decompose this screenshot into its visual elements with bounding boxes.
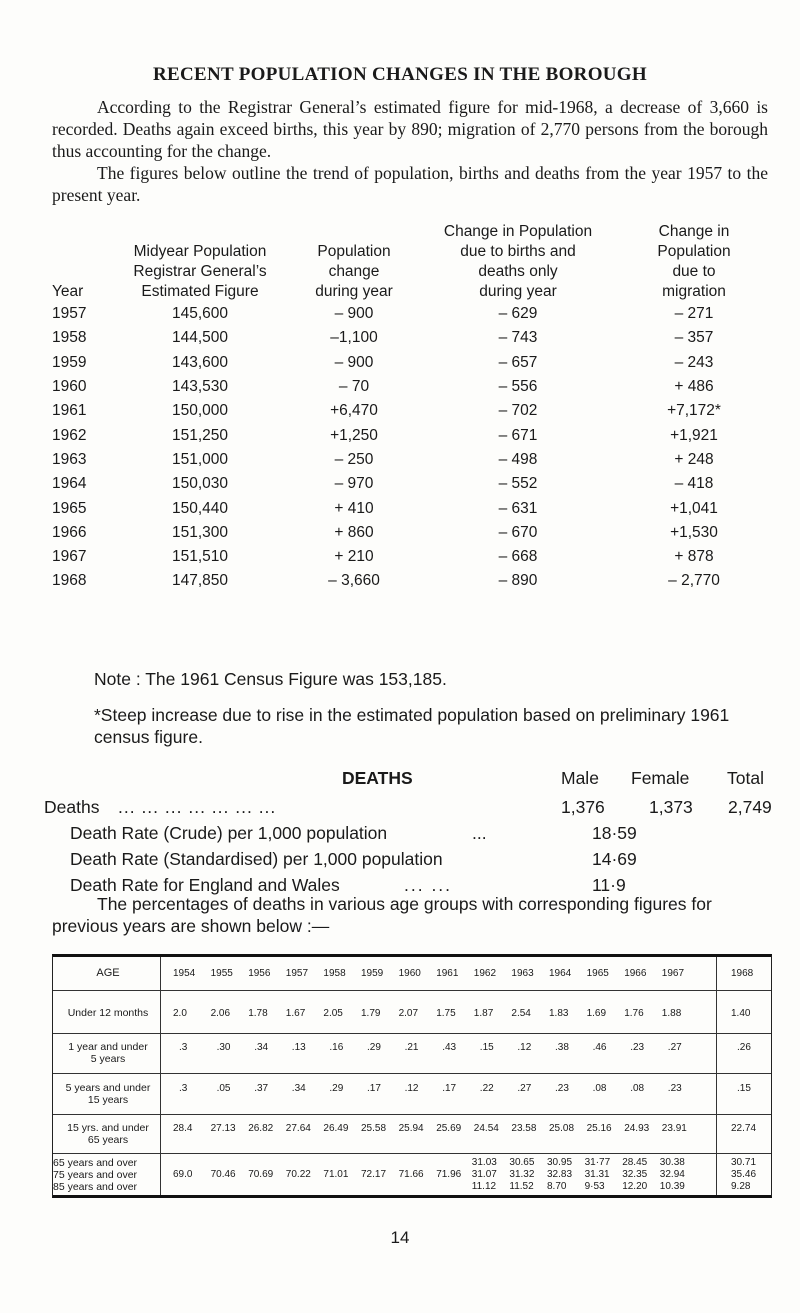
year-header: 1955 [210,968,233,979]
age-value: 71.96 [436,1169,462,1180]
age-value: 25.08 [549,1123,575,1134]
age-value: 25.58 [361,1123,387,1134]
cell-migration: +1,530 [670,523,718,541]
cell-change: +1,250 [330,426,378,444]
age-value: 10.39 [659,1181,685,1192]
page-number: 14 [390,1228,410,1247]
age-value: 30.95 [547,1157,573,1168]
age-value: 31·77 [584,1157,611,1168]
cell-change: + 410 [334,499,374,517]
age-value: 28.4 [173,1123,193,1134]
age-value: .15 [479,1042,494,1053]
cell-migration: +7,172* [667,402,721,420]
age-value: .21 [404,1042,419,1053]
crude-rate-value: 18·59 [592,823,637,843]
age-row-label: 65 years [87,1134,129,1146]
header-births-deaths: Change in Population due to births and deaths only during year [443,223,593,300]
age-value: 32.35 [622,1169,648,1180]
england-wales-rate-label: Death Rate for England and Wales [70,875,340,895]
cell-year: 1960 [52,378,87,396]
cell-year: 1962 [52,426,87,444]
cell-change: – 970 [334,475,374,493]
year-header: 1956 [248,968,271,979]
trend-paragraph [52,162,768,206]
year-header: 1959 [361,968,384,979]
age-value-1968: 1.40 [731,1008,751,1019]
header-year: Year [52,283,84,300]
age-intro-text: The percentages of deaths in various age groups with corresponding figures for previous years are shown below :— [52,894,712,936]
cell-migration: – 357 [674,329,714,347]
age-value: 70.69 [248,1169,274,1180]
cell-year: 1967 [52,548,87,566]
year-header: 1960 [398,968,421,979]
col-total: Total [727,768,764,788]
age-value: 26.49 [323,1123,349,1134]
year-header: 1967 [661,968,685,979]
population-table [52,222,772,594]
cell-change: + 210 [334,548,374,566]
row-divider [53,1073,771,1074]
age-value: .29 [329,1083,344,1094]
age-value: 23.58 [511,1123,537,1134]
year-header: 1962 [473,968,497,979]
year-header: 1963 [511,968,534,979]
cell-midyear: 150,000 [171,402,229,420]
year-header-1968: 1968 [731,968,754,979]
age-row-label: 1 year and under [68,1041,148,1053]
age-percentage-table [52,954,772,1198]
cell-change: –1,100 [330,329,378,347]
age-value: 24.93 [624,1123,650,1134]
age-row-label: 15 yrs. and under [67,1122,149,1134]
cell-migration: + 486 [674,378,714,396]
steep-increase-note: *Steep increase due to rise in the estimated population based on preliminary 1961 census figure. [94,705,730,747]
age-value: 1.87 [473,1008,494,1019]
age-value: 2.07 [398,1008,419,1019]
row-divider [53,1114,771,1115]
cell-year: 1964 [52,475,87,493]
table-row [52,569,772,593]
year-header: 1957 [285,968,309,979]
age-row-label: 5 years and under [65,1082,151,1094]
row-divider [53,990,771,991]
census-note: Note : The 1961 Census Figure was 153,185. [94,669,447,689]
cell-migration: + 878 [674,548,714,566]
age-row-label: 15 years [87,1094,129,1106]
table-row [52,399,772,423]
age-value: 28.45 [622,1157,648,1168]
cell-midyear: 145,600 [171,305,229,323]
cell-year: 1957 [52,305,87,323]
age-value: .27 [667,1042,682,1053]
age-value: 25.94 [398,1123,424,1134]
age-intro-paragraph [52,893,768,937]
table-row [52,326,772,350]
cell-year: 1958 [52,329,87,347]
cell-migration: + 248 [674,450,714,468]
age-value: .29 [367,1042,381,1053]
age-value-1968: .26 [737,1042,751,1053]
age-value: .3 [179,1083,188,1094]
table-row [52,302,772,326]
age-header: AGE [96,967,120,979]
age-value: 26.82 [248,1123,274,1134]
cell-change: – 250 [334,450,374,468]
table-row [52,472,772,496]
cell-midyear: 151,510 [171,548,229,566]
cell-births-deaths: – 657 [498,353,538,371]
cell-births-deaths: – 552 [498,475,538,493]
age-value: .17 [442,1083,457,1094]
cell-year: 1965 [52,499,87,517]
cell-births-deaths: – 629 [498,305,538,323]
age-value: 2.0 [173,1008,187,1019]
age-value: 31.07 [471,1169,497,1180]
cell-midyear: 151,250 [171,426,229,444]
cell-midyear: 150,030 [171,475,229,493]
cell-births-deaths: – 631 [498,499,538,517]
cell-midyear: 151,000 [171,450,229,468]
age-value: 70.22 [285,1169,311,1180]
cell-midyear: 143,530 [171,378,229,396]
deaths-female: 1,373 [649,797,693,817]
age-value: 69.0 [173,1169,193,1180]
age-value-1968: .15 [737,1083,751,1094]
age-value: .12 [404,1083,419,1094]
intro-text: According to the Registrar General’s estimated figure for mid-1968, a decrease of 3,660 is recorded. Deaths again exceed births, this year by 890; migration of 2,770 persons from the borough thus accounting for the change. [52,97,768,161]
age-value: 31.03 [471,1157,497,1168]
age-value: .34 [291,1083,306,1094]
cell-change: – 900 [334,305,374,323]
cell-births-deaths: – 668 [498,548,538,566]
trend-text: The figures below outline the trend of population, births and deaths from the year 1957 to the present year. [52,163,768,205]
table-row [52,423,772,447]
age-value: .08 [592,1083,607,1094]
deaths-heading: DEATHS [342,768,413,788]
age-value: .27 [517,1083,532,1094]
age-value: .37 [254,1083,269,1094]
age-value: 25.69 [436,1123,462,1134]
cell-change: + 860 [334,523,374,541]
age-value-1968: 9.28 [731,1181,751,1192]
age-value: 11.52 [509,1181,534,1192]
deaths-leader: ... ... ... ... ... ... ... [118,797,277,817]
cell-change: – 3,660 [328,572,380,590]
age-value: .38 [555,1042,569,1053]
age-value: .13 [291,1042,306,1053]
row-divider [53,1033,771,1034]
age-value: 71.66 [398,1169,424,1180]
cell-midyear: 144,500 [171,329,229,347]
row-divider [53,1153,771,1154]
england-wales-rate-value: 11·9 [592,875,626,895]
age-value: 31.31 [584,1169,610,1180]
age-value: 70.46 [210,1169,236,1180]
age-value: 1.78 [248,1008,268,1019]
age-value: 32.83 [547,1169,573,1180]
cell-midyear: 151,300 [171,523,229,541]
age-value: 2.06 [210,1008,231,1019]
age-value: 12.20 [622,1181,648,1192]
cell-year: 1961 [52,402,87,420]
cell-year: 1963 [52,450,87,468]
cell-migration: – 418 [674,475,714,493]
age-value: 8.70 [547,1181,567,1192]
cell-migration: – 2,770 [668,572,720,590]
cell-births-deaths: – 498 [498,450,538,468]
cell-births-deaths: – 890 [498,572,538,590]
age-value: .17 [367,1083,381,1094]
age-value-1968: 30.71 [731,1157,757,1168]
age-value: .22 [479,1083,494,1094]
age-value: 24.54 [473,1123,499,1134]
year-header: 1958 [323,968,346,979]
age-value: 27.13 [210,1123,236,1134]
deaths-male: 1,376 [561,797,605,817]
cell-year: 1959 [52,353,87,371]
deaths-total: 2,749 [728,797,772,817]
age-value: .30 [216,1042,231,1053]
year-header: 1965 [586,968,609,979]
cell-births-deaths: – 670 [498,523,538,541]
age-value: 1.76 [624,1008,644,1019]
england-wales-leader: ... ... [404,875,453,895]
age-value: 1.75 [436,1008,456,1019]
year-header: 1964 [549,968,572,979]
column-divider [160,957,161,1195]
year-header: 1966 [624,968,647,979]
age-value: 9·53 [584,1181,605,1192]
year-header: 1961 [436,968,459,979]
age-value: 71.01 [323,1169,349,1180]
year-header: 1954 [173,968,196,979]
crude-rate-leader: ... [472,823,487,843]
age-value: 25.16 [586,1123,612,1134]
age-value: 1.69 [586,1008,607,1019]
table-row [52,375,772,399]
cell-births-deaths: – 702 [498,402,538,420]
table-row [52,496,772,520]
age-value-1968: 35.46 [731,1169,757,1180]
age-value: 1.79 [361,1008,381,1019]
crude-rate-label: Death Rate (Crude) per 1,000 population [70,823,388,843]
standardised-rate-label: Death Rate (Standardised) per 1,000 population [70,849,443,869]
age-value: .23 [630,1042,645,1053]
cell-change: +6,470 [330,402,378,420]
cell-migration: – 243 [674,353,714,371]
age-value: .12 [517,1042,532,1053]
deaths-label: Deaths [44,797,100,817]
age-value: 32.94 [659,1169,685,1180]
cell-midyear: 143,600 [171,353,229,371]
age-value: .43 [442,1042,457,1053]
cell-midyear: 150,440 [171,499,229,517]
age-row-label: Under 12 months [67,1007,149,1019]
col-female: Female [631,768,690,788]
age-value: 2.54 [511,1008,531,1019]
cell-year: 1968 [52,572,87,590]
age-value: 27.64 [285,1123,311,1134]
age-value: 31.32 [509,1169,535,1180]
age-value: .23 [555,1083,569,1094]
age-value: .05 [216,1083,231,1094]
age-row-label: 85 years and over [53,1181,138,1193]
cell-year: 1966 [52,523,87,541]
header-migration: Change in Population due to migration [657,223,731,300]
age-value: .16 [329,1042,344,1053]
cell-midyear: 147,850 [171,572,229,590]
age-value: 2.05 [323,1008,343,1019]
age-value: 1.67 [285,1008,306,1019]
age-value: 72.17 [361,1169,387,1180]
age-value: 1.88 [661,1008,682,1019]
age-value: .34 [254,1042,269,1053]
table-row [52,351,772,375]
column-divider [716,957,717,1195]
page-title: RECENT POPULATION CHANGES IN THE BOROUGH [153,64,647,85]
cell-births-deaths: – 556 [498,378,538,396]
cell-change: – 900 [334,353,374,371]
age-value: .23 [667,1083,682,1094]
cell-migration: – 271 [674,305,714,323]
header-change: Population change during year [315,243,393,300]
cell-migration: +1,921 [670,426,718,444]
table-row [52,521,772,545]
age-row-label: 75 years and over [53,1169,138,1181]
table-row [52,545,772,569]
age-value: 30.65 [509,1157,535,1168]
age-row-label: 65 years and over [53,1157,138,1169]
cell-migration: +1,041 [670,499,718,517]
population-table-header [52,222,772,302]
standardised-rate-value: 14·69 [592,849,637,869]
age-value-1968: 22.74 [731,1123,757,1134]
table-row [52,448,772,472]
age-value: 30.38 [659,1157,685,1168]
header-midyear: Midyear Population Registrar General’s Estimated Figure [133,243,267,300]
age-row-label: 5 years [90,1053,126,1065]
age-value: 23.91 [661,1123,687,1134]
cell-births-deaths: – 671 [498,426,538,444]
age-value: .46 [592,1042,607,1053]
col-male: Male [561,768,599,788]
cell-change: – 70 [338,378,370,396]
age-value: .3 [179,1042,188,1053]
age-value: 1.83 [549,1008,569,1019]
age-value: 11.12 [471,1181,497,1192]
age-value: .08 [630,1083,645,1094]
cell-births-deaths: – 743 [498,329,538,347]
intro-paragraph [52,96,768,162]
